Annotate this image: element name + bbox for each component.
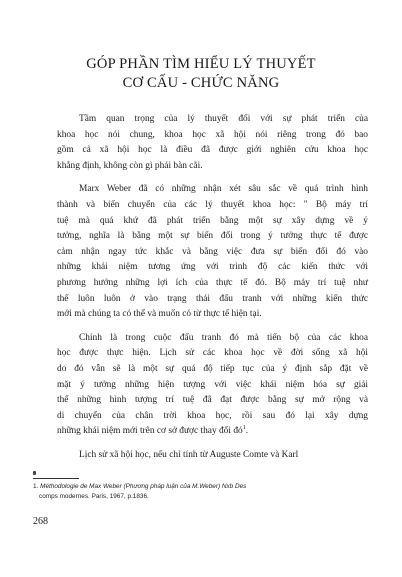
paragraph bbox=[57, 331, 368, 440]
text-line: Chính là trong cuộc đấu tranh đó mà tiến bộ của các khoa bbox=[79, 332, 368, 343]
text-line: học được thực hiện. Lịch sử các khoa học về đời sống xã hội bbox=[57, 348, 368, 359]
text-line: mới mà chúng ta có thể và muốn có từ thực tế hiện tại. bbox=[57, 309, 262, 320]
text-line: khẳng định, không còn gì phải bàn cãi. bbox=[57, 160, 203, 171]
paragraph bbox=[57, 448, 368, 464]
text-line: Tầm quan trọng của lý thuyết đối với sự phát triển của bbox=[79, 114, 368, 124]
text-line: mặt ý tưởng những hiện tượng với việc khái niệm hóa sự giải bbox=[57, 379, 368, 390]
text-line-content: những khái niệm mới trên cơ sở được thay đổi đó bbox=[57, 426, 243, 437]
chapter-title-line-1: GÓP PHẦN TÌM HIỂU LÝ THUYẾT bbox=[86, 56, 316, 72]
text-line-trailing: . bbox=[245, 426, 249, 437]
footnote-number: 1. bbox=[33, 483, 39, 490]
text-line: di chuyển của chân trời khoa học, rồi sau đó lại xây dựng bbox=[57, 410, 368, 421]
footnote-reference: 1 bbox=[242, 425, 246, 432]
page-number: 268 bbox=[33, 516, 48, 527]
text-line: tưởng, nghĩa là bằng một sự biến đổi trong ý tưởng thực tế được bbox=[57, 231, 368, 242]
paragraph bbox=[57, 182, 368, 322]
chapter-title-line-2: CƠ CẤU - CHỨC NĂNG bbox=[122, 75, 280, 91]
text-line: thể những hình tượng trí tuệ đã đạt được bằng sự mở rộng và bbox=[57, 395, 368, 406]
text-line: khoa học nói chung, khoa học xã hội nói riêng trong đó bao bbox=[57, 129, 368, 140]
text-line: tuệ mà quá khứ đã phát triển bằng một sự xây dựng về ý bbox=[57, 215, 368, 226]
body-text bbox=[57, 112, 368, 471]
text-line: thành và biến chuyển của các lý thuyết khoa học: " Bộ máy trí bbox=[57, 199, 368, 210]
paragraph bbox=[57, 112, 368, 174]
footnote bbox=[33, 482, 378, 501]
text-line: do đó vẫn sẽ là một sự quá độ tiếp tục của ý định sắp đặt về bbox=[57, 363, 368, 374]
text-line: Marx Weber đã có những nhận xét sâu sắc về quá trình hình bbox=[79, 184, 368, 195]
text-line: những khái niệm tương ứng với trình độ các kiến thức với bbox=[57, 262, 368, 273]
text-line: gồm cả xã hội học là điều đã được giới nghiên cứu khoa học bbox=[57, 145, 368, 156]
text-line bbox=[57, 424, 368, 440]
text-line: cảm nhận ngay tức khắc và bằng việc đưa sự biến đổi đó vào bbox=[57, 246, 368, 257]
text-line: Lịch sử xã hội học, nếu chỉ tính từ Auguste Comte và Karl bbox=[79, 449, 299, 460]
footnote-text-1: Méthodologie de Max Weber (Phương pháp luận của M.Weber) Nxb Des bbox=[40, 483, 247, 490]
margin-mark bbox=[33, 471, 36, 475]
footnote-separator bbox=[33, 478, 79, 479]
footnote-line-1 bbox=[33, 482, 378, 492]
text-line: thế luôn luôn ở vào trạng thái đấu tranh với những kiến thức bbox=[57, 293, 368, 304]
footnote-line-2: comps modernes. Paris, 1967, p.1836. bbox=[39, 492, 149, 500]
text-line: phương hướng những lợi ích của thực tế đó. Bộ máy trí tuệ như bbox=[57, 277, 368, 288]
